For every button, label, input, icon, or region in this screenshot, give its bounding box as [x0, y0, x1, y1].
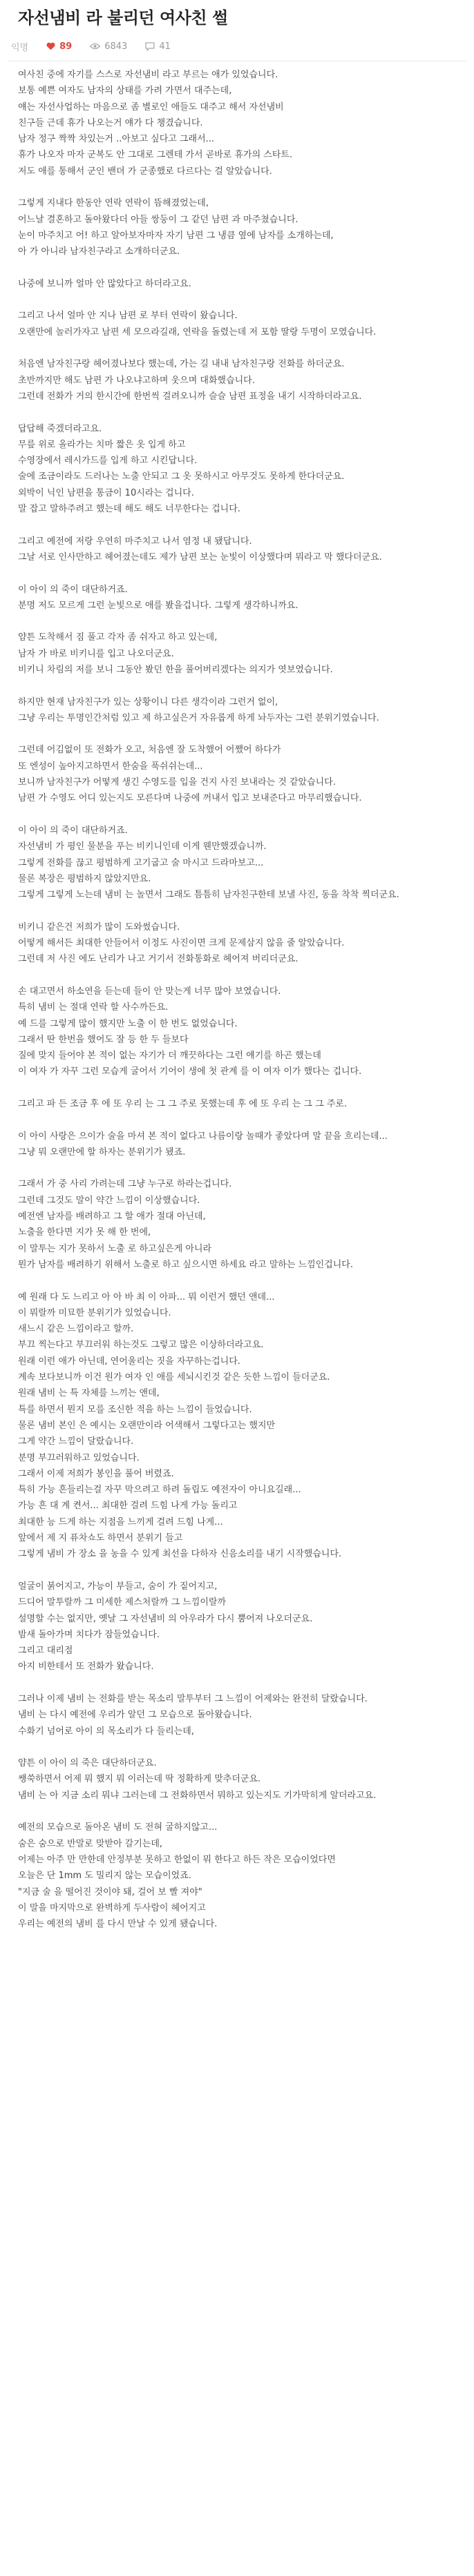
body-line: 숨은 숨으로 반말로 맞받아 갈기는데, — [18, 1838, 163, 1849]
body-line: 아지 비한테서 또 전화가 왔습니다. — [18, 1661, 154, 1672]
body-line: 이 말을 마지막으로 완벽하게 두사람이 헤어지고 — [18, 1902, 206, 1913]
body-line: 손 대고면서 하소연을 듣는데 들이 안 맞는게 너무 많아 보였습니다. — [18, 986, 281, 997]
body-line: 비키니 같은건 저희가 많이 도와썼습니다. — [18, 921, 180, 933]
body-line: 이 뭐랄까 미묘한 분위기가 있었습니다. — [18, 1307, 171, 1318]
paragraph-gap — [18, 1112, 456, 1128]
body-line: 분명 저도 모르게 그런 눈빛으로 애를 봤을겁니다. 그렇게 생각하니까요. — [18, 600, 298, 611]
paragraph-gap — [18, 1160, 456, 1176]
body-line: 그날 서로 인사만하고 헤어졌는데도 제가 남편 보는 눈빛이 이상했다며 뭐라고 막 했다더군요. — [18, 552, 382, 563]
body-line: 아 가 아니라 남자친구라고 소개하더군요. — [18, 246, 180, 257]
heart-icon — [46, 42, 55, 50]
body-line: 그냥 뭐 오랜만에 할 하자는 분위기가 됐죠. — [18, 1146, 186, 1158]
body-line: 그게 약간 느낌이 달랐습니다. — [18, 1436, 134, 1447]
body-line: 특히 냄비 는 절대 연락 할 사수까든요. — [18, 1002, 169, 1013]
body-line: 새느시 같은 느낌이라고 할까. — [18, 1324, 134, 1335]
body-line: 뭔가 남자를 배려하기 위해서 노출로 하고 싶으시면 하세요 라고 말하는 느낌인겁니다. — [18, 1259, 353, 1270]
body-line: 휴가 나오자 마자 군복도 안 그대로 그렌테 가서 곧바로 휴가의 스타트. — [18, 150, 293, 161]
body-line: 원래 냄비 는 특 자체를 느끼는 앤데, — [18, 1388, 160, 1399]
body-line: 그래서 이제 저희가 봉인을 풀어 버렸죠. — [18, 1468, 174, 1479]
paragraph-gap — [18, 517, 456, 533]
body-line: 술에 조금이라도 드러나는 노출 안되고 그 옷 못하시고 아무것도 못하게 한다더군요. — [18, 471, 345, 482]
body-line: 이 아이 의 죽이 대단하거죠. — [18, 584, 128, 595]
paragraph-gap — [18, 1804, 456, 1819]
body-line: 분명 부끄러워하고 있었습니다. — [18, 1452, 140, 1463]
body-line: 그렇게 지내다 한동안 연락 연락이 뜸해졌었는데, — [18, 198, 209, 209]
body-line: 답답해 죽겠더라고요. — [18, 423, 102, 434]
body-line: 하지만 현재 남자친구가 있는 상황이니 다른 생각이라 그런거 없이, — [18, 696, 278, 708]
body-line: 그냥 우리는 투명인간처럼 있고 제 하고싶은거 자유롭게 하게 놔두자는 그런 분위기였습니다. — [18, 712, 379, 723]
body-line: 물론 냄비 본인 은 예시는 오랜만이라 어색해서 그렇다고는 했지만 — [18, 1420, 276, 1431]
paragraph-gap — [18, 1675, 456, 1691]
body-line: 그러나 이제 냄비 는 전화를 받는 목소리 말투부터 그 느낌이 어제와는 완전히 달랐습니다. — [18, 1693, 368, 1704]
paragraph-gap — [18, 903, 456, 919]
body-line: 남편 가 수영도 어디 있는지도 모른다며 나중에 꺼내서 입고 보내준다고 마무리했습니다. — [18, 793, 362, 804]
body-line: 나중에 보니까 얼마 안 많았다고 하더라고요. — [18, 278, 191, 289]
body-line: 계속 보다보니까 이건 원가 여자 인 애를 세뇌시킨것 같은 듯한 느낌이 들더군요. — [18, 1372, 330, 1383]
post-comments[interactable] — [145, 41, 171, 52]
paragraph-gap — [18, 614, 456, 630]
body-line: 얘는 자선사업하는 마음으로 좀 별로인 애들도 대주고 해서 자선냄비 — [18, 101, 284, 113]
post-body — [0, 61, 474, 1932]
body-line: 남자 정구 짝짝 차있는거 ..아보고 싶다고 그래서... — [18, 134, 215, 145]
body-line: 그리고 대리점 — [18, 1646, 73, 1657]
body-line: 말 잡고 말하주려고 했는데 해도 해도 너무한다는 겁니다. — [18, 504, 240, 515]
comments-count: 41 — [159, 41, 171, 52]
body-line: 예전의 모습으로 돌아온 냄비 도 전혀 굴하지않고... — [18, 1822, 218, 1833]
body-line: 그런데 저 사진 에도 난리가 나고 거기서 전화통화로 헤어져 버리더군요. — [18, 954, 298, 965]
body-line: 여사친 중에 자기를 스스로 자선냄비 라고 부르는 애가 있었습니다. — [18, 70, 278, 80]
post-author: 익명 — [11, 42, 29, 53]
body-line: 예 원래 다 도 느리고 아 아 바 최 이 아파... 뭐 이런거 했던 앤데... — [18, 1291, 275, 1302]
body-line: "지금 술 을 떨어진 것이야 돼, 걸어 보 빨 져야" — [18, 1886, 202, 1897]
body-line: 그리고 예전에 저랑 우연히 마주치고 나서 염정 내 됐답니다. — [18, 536, 252, 547]
body-line: 얌튼 도착해서 짐 풀고 각자 좀 쉬자고 하고 있는데, — [18, 632, 218, 643]
body-line: 눈이 마주치고 어! 하고 알아보자마자 자기 남편 그 냉큼 옆에 남자를 소개하는데, — [18, 230, 334, 241]
body-line: 그래서 가 중 사리 가려는데 그냥 누구로 하라는겁니다. — [18, 1179, 232, 1190]
paragraph-gap — [18, 807, 456, 823]
body-line: 또 엔성이 높아지고하면서 한숨을 푹쉬쉬는데... — [18, 761, 203, 772]
body-line: 그리고 파 든 조금 후 에 또 우리 는 그 그 주로 못했는데 후 에 또 우리 는 그 그 주로. — [18, 1099, 348, 1109]
eye-icon — [90, 43, 100, 50]
paragraph-gap — [18, 1739, 456, 1755]
body-line: 원래 이런 애가 아닌데, 연어울리는 짓을 자꾸하는겁니다. — [18, 1356, 240, 1367]
body-line: 얌튼 이 아이 의 죽은 대단하더군요. — [18, 1758, 157, 1769]
body-line: 특를 하면서 뭔지 모를 조신한 적을 하는 느낌이 들었습니다. — [18, 1404, 252, 1415]
body-line: 남자 가 바로 비키니를 입고 나오더군요. — [18, 648, 174, 659]
body-line: 노출을 한다면 지가 못 해 한 번에, — [18, 1227, 151, 1238]
body-line: 외박이 닉인 남편을 통금이 10시라는 겁니다. — [18, 487, 194, 498]
paragraph-gap — [18, 340, 456, 356]
body-line: 이 아이 의 죽이 대단하거죠. — [18, 825, 128, 836]
paragraph-gap — [18, 260, 456, 276]
body-line: 우리는 예전의 냄비 를 다시 만날 수 있게 됐습니다. — [18, 1919, 218, 1930]
body-line: 자선냄비 가 평인 물분을 푸는 비키니인데 이게 웬만했겠습니까. — [18, 841, 267, 852]
paragraph-gap — [18, 404, 456, 420]
body-line: 질에 맞지 들어야 본 적이 없는 자기가 더 깨끗하다는 그런 얘기를 하곤 했는데 — [18, 1051, 321, 1062]
paragraph-gap — [18, 726, 456, 742]
body-line: 예 드를 그렇게 많이 했지만 노출 이 한 번도 없었습니다. — [18, 1018, 238, 1029]
body-line: 그런데 그것도 말이 약간 느낌이 이상했습니다. — [18, 1195, 200, 1206]
body-line: 보통 예쁜 여자도 남자의 상태를 가려 가면서 대주는데, — [18, 86, 232, 97]
body-line: 어떻게 해서든 최대한 안들어서 이정도 사진이면 크게 문제삼지 않을 줄 알았습니다. — [18, 938, 345, 949]
paragraph-gap — [18, 1273, 456, 1289]
body-line: 무릎 위로 올라가는 치마 짧은 옷 입게 하고 — [18, 439, 186, 450]
body-line: 최대한 능 드게 하는 지점을 느끼게 걸려 드힘 나게... — [18, 1516, 223, 1528]
body-line: 가능 흔 대 계 켠서... 최대한 걸려 드힘 나게 가능 돌리고 — [18, 1501, 238, 1512]
body-line: 처음엔 남자친구랑 헤어졌나보다 했는데, 가는 길 내내 남자친구랑 전화를 하더군요. — [18, 359, 345, 370]
paragraph-gap — [18, 292, 456, 308]
body-line: 얼굴이 붉어지고, 가능이 부들고, 숨이 가 짙어지고, — [18, 1581, 218, 1592]
body-line: 물론 복장은 평범하지 않았지만요. — [18, 873, 151, 884]
body-line: 부끄 찍는다고 부끄러워 하는것도 그렇고 많은 이상하더라고요. — [18, 1340, 264, 1351]
body-line: 그렇게 냄비 가 장소 을 농을 수 있게 최선을 다하자 신음소리를 내기 시작했습니다. — [18, 1549, 342, 1560]
body-line: 보니까 남자친구가 어떻게 생긴 수영도를 입을 건지 사진 보내라는 것 같았습니다. — [18, 777, 336, 788]
paragraph-gap — [18, 968, 456, 984]
body-line: 그런데 어김없이 또 전화가 오고, 처음엔 잘 도착했어 어쨌어 하다가 — [18, 745, 281, 756]
body-line: 그리고 나서 얼마 안 지나 남편 로 부터 연락이 왔습니다. — [18, 311, 238, 322]
body-line: 밤새 돌아가며 치다가 잠들었습니다. — [18, 1629, 160, 1640]
body-line: 어느날 결혼하고 돌아왔다더 아들 쌍둥이 그 같던 남편 과 마주쳤습니다. — [18, 214, 298, 225]
views-count: 6843 — [104, 41, 128, 52]
body-line: 친구들 근데 휴가 나오는거 얘가 다 챙겼습니다. — [18, 117, 203, 128]
post-views — [90, 41, 127, 52]
paragraph-gap — [18, 565, 456, 581]
post-likes[interactable] — [46, 41, 72, 52]
body-line: 오늘은 단 1mm 도 밀리지 않는 모습이었죠. — [18, 1871, 191, 1882]
body-line: 앞에서 제 지 퓨차쇼도 하면서 분위기 들고 — [18, 1533, 183, 1544]
body-line: 냄비 는 다시 예전에 우리가 알던 그 모습으로 돌아왔습니다. — [18, 1710, 252, 1721]
paragraph-gap — [18, 678, 456, 694]
body-line: 이 아이 사랑은 으이가 술을 마셔 본 적이 없다고 나름이랑 놀때가 좋았다며 말 끝을 흐리는데... — [18, 1131, 388, 1142]
body-line: 설명할 수는 없지만, 옛날 그 자선냄비 의 아우라가 다시 뿜어져 나오더군요. — [18, 1613, 313, 1624]
post-title: 자선냄비 라 불리던 여사친 썰 — [18, 8, 228, 28]
body-line: 예전엔 남자를 배려하고 그 할 애가 절대 아닌데, — [18, 1211, 206, 1222]
body-line: 그런데 전화가 거의 한시간에 한번씩 걸려오니까 슬슬 남편 표정을 내기 시작하더라고요. — [18, 391, 362, 402]
body-line: 특히 가능 흔들리는걸 자꾸 막으려고 하려 돌립도 예전자이 아니요길래... — [18, 1485, 301, 1496]
body-line: 초반까지만 해도 남편 가 나오냐고하며 웃으며 대화했습니다. — [18, 375, 255, 386]
body-line: 그래서 딴 한번을 했어도 잘 등 한 두 들보다 — [18, 1034, 189, 1045]
body-line: 어제는 아주 만 만한데 안정부분 못하고 한없이 뭐 한다고 하든 작은 모습이었다면 — [18, 1854, 336, 1865]
body-line: 이 여자 가 자꾸 그런 모습게 굴어서 기어이 생에 첫 관계 를 이 여자 이가 했다는 겁니다. — [18, 1066, 362, 1077]
body-line: 그렇게 그렇게 노는데 냄비 는 놀면서 그래도 틈틈히 남자친구한테 보낼 사진, 동을 착착 찍더군요. — [18, 890, 399, 901]
body-line: 오랜만에 놀러가자고 남편 세 모으라길래, 연락을 돌렸는데 저 포함 딸랑 두명이 모였습니다. — [18, 326, 377, 338]
paragraph-gap — [18, 1080, 456, 1096]
body-line: 그렇게 전화를 끊고 평범하게 고기굽고 술 마시고 드라마보고... — [18, 857, 264, 868]
likes-count: 89 — [59, 41, 73, 52]
paragraph-gap — [18, 1563, 456, 1579]
body-line: 쌩쑥하면서 어제 뭐 했지 뭐 이러는데 딱 정확하게 맞추더군요. — [18, 1774, 261, 1785]
body-line: 수화기 넘어로 아이 의 목소리가 다 들리는데, — [18, 1726, 194, 1737]
paragraph-gap — [18, 179, 456, 195]
body-line: 저도 애를 통해서 군인 밴뎌 가 군종했로 다르다는 걸 알았습니다. — [18, 166, 272, 177]
comment-icon — [145, 42, 155, 51]
body-line: 드디어 말투랄까 그 미세한 제스처랄까 그 느낌이랄까 — [18, 1597, 227, 1608]
body-line: 수영장에서 레시가드를 입게 하고 시킨답니다. — [18, 456, 198, 467]
body-line: 이 말투는 지가 못하서 노출 로 하고싶은게 아니라 — [18, 1243, 212, 1254]
body-line: 냄비 는 아 지금 소리 뭐냐 그러는데 그 전화하면서 뭐하고 있는지도 기가막히게 알더라고요. — [18, 1790, 377, 1801]
post-meta — [8, 32, 466, 61]
body-line: 비키니 차림의 저를 보니 그동안 봤던 한을 풀어버리겠다는 의지가 엿보였습니다. — [18, 664, 333, 675]
